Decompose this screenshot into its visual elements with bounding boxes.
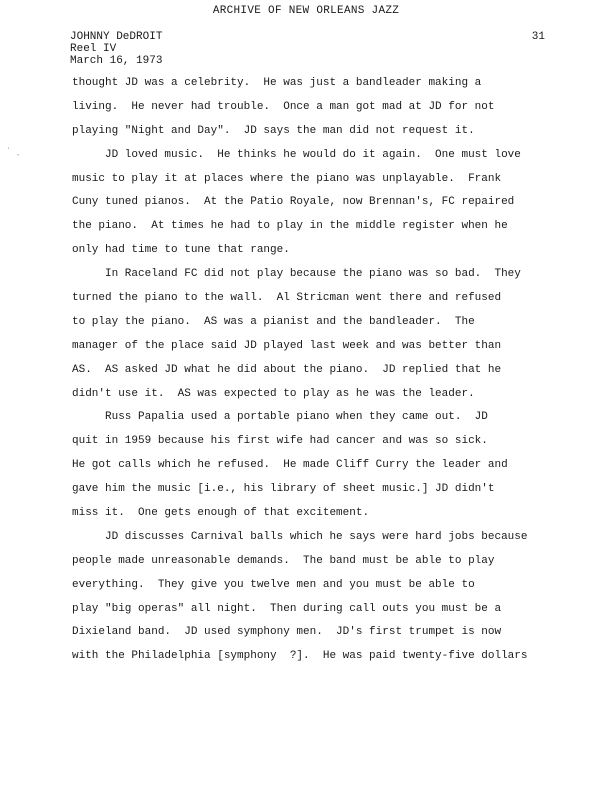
page-number: 31 <box>531 31 545 43</box>
text-line: manager of the place said JD played last week and was better than <box>72 339 502 352</box>
text-line: JD discusses Carnival balls which he says were hard jobs because <box>72 530 528 543</box>
transcript-body <box>72 72 582 669</box>
text-line: thought JD was a celebrity. He was just a bandleader making a <box>72 77 482 89</box>
text-line: Dixieland band. JD used symphony men. JD's first trumpet is now <box>72 626 502 639</box>
text-line: music to play it at places where the piano was unplayable. Frank <box>72 172 502 185</box>
text-line: only had time to tune that range. <box>72 244 290 257</box>
text-line: miss it. One gets enough of that excitement. <box>72 507 370 520</box>
text-line: the piano. At times he had to play in the middle register when he <box>72 220 508 233</box>
interview-date: March 16, 1973 <box>70 55 163 67</box>
reel-label: Reel IV <box>70 43 117 55</box>
text-line: He got calls which he refused. He made Cliff Curry the leader and <box>72 459 508 472</box>
text-line: didn't use it. AS was expected to play as he was the leader. <box>72 387 475 400</box>
text-line: Russ Papalia used a portable piano when they came out. JD <box>72 411 488 424</box>
text-line: everything. They give you twelve men and you must be able to <box>72 578 475 591</box>
text-line: living. He never had trouble. Once a man got mad at JD for not <box>72 100 495 113</box>
text-line: In Raceland FC did not play because the piano was so bad. They <box>72 268 521 281</box>
text-line: play "big operas" all night. Then during call outs you must be a <box>72 602 502 615</box>
scan-speck-mark: ˙ ˎ <box>6 148 21 157</box>
text-line: people made unreasonable demands. The band must be able to play <box>72 554 495 567</box>
text-line: turned the piano to the wall. Al Stricman went there and refused <box>72 292 502 305</box>
text-line: JD loved music. He thinks he would do it again. One must love <box>72 148 521 161</box>
interviewee-name: JOHNNY DeDROIT <box>70 31 163 43</box>
archive-title: ARCHIVE OF NEW ORLEANS JAZZ <box>212 5 400 17</box>
text-line: playing "Night and Day". JD says the man did not request it. <box>72 124 475 137</box>
header-block <box>70 31 162 67</box>
text-line: with the Philadelphia [symphony ?]. He was paid twenty-five dollars <box>72 650 528 663</box>
text-line: gave him the music [i.e., his library of sheet music.] JD didn't <box>72 483 495 496</box>
text-line: Cuny tuned pianos. At the Patio Royale, now Brennan's, FC repaired <box>72 196 515 209</box>
text-line: to play the piano. AS was a pianist and the bandleader. The <box>72 315 475 328</box>
text-line: AS. AS asked JD what he did about the piano. JD replied that he <box>72 363 502 376</box>
text-line: quit in 1959 because his first wife had cancer and was so sick. <box>72 435 488 448</box>
